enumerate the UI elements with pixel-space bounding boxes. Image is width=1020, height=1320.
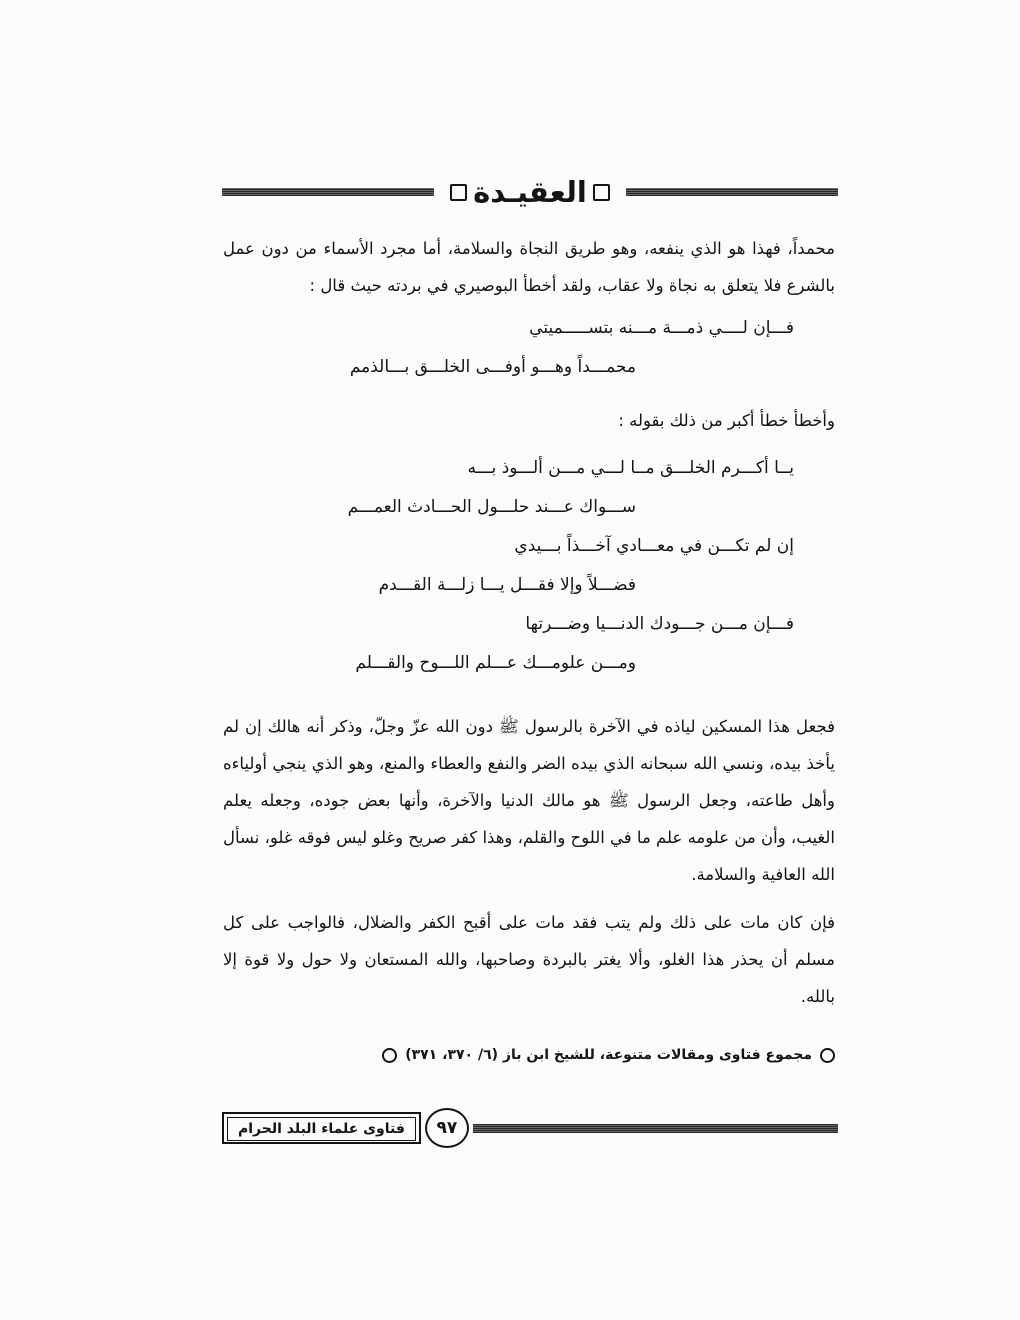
circle-bullet-icon xyxy=(382,1048,397,1063)
footnote xyxy=(215,1047,835,1063)
poem-verse-hemistich: فضـــلاً وإلا فقـــل يـــا زلـــة القـــدم xyxy=(378,575,636,595)
page-header xyxy=(222,172,838,212)
footer-rule xyxy=(473,1124,838,1133)
poem-verse-hemistich: فـــإن مـــن جـــودك الدنـــيا وضـــرتها xyxy=(525,614,794,634)
poem-verse-hemistich: محمـــداً وهـــو أوفـــى الخلـــق بـــالذمم xyxy=(349,357,636,377)
header-rule-right xyxy=(626,188,838,196)
circle-bullet-icon xyxy=(820,1048,835,1063)
book-title-frame xyxy=(222,1112,421,1144)
page-number: ٩٧ xyxy=(425,1108,469,1148)
header-title-group xyxy=(434,175,626,209)
book-title: فتاوى علماء البلد الحرام xyxy=(227,1117,416,1141)
footnote-text: مجموع فتاوى ومقالات متنوعة، للشيخ ابن باز (٦/ ٣٧٠، ٣٧١) xyxy=(405,1047,812,1063)
paragraph xyxy=(223,904,835,1015)
paragraph xyxy=(223,402,835,439)
square-bullet-icon xyxy=(593,184,610,201)
paragraph-text: فإن كان مات على ذلك ولم يتب فقد مات على أقبح الكفر والضلال، فالواجب على كل مسلم أن يحذر هذا الغلو، وألا يغتر بالبردة وصاحبها، والله المستعان ولا حول ولا قوة إلا بالله. xyxy=(223,913,835,1006)
paragraph xyxy=(223,230,835,304)
paragraph xyxy=(223,708,835,893)
header-rule-left xyxy=(222,188,434,196)
poem-verse-hemistich: فـــإن لــــي ذمـــة مـــنه بتســـــميتي xyxy=(529,318,794,338)
paragraph-text: وأخطأ خطأ أكبر من ذلك بقوله : xyxy=(618,411,835,430)
paragraph-text: محمداً، فهذا هو الذي ينفعه، وهو طريق النجاة والسلامة، أما مجرد الأسماء من دون عمل بالشرع فلا يتعلق به نجاة ولا عقاب، ولقد أخطأ البوصيري في بردته حيث قال : xyxy=(223,239,835,295)
square-bullet-icon xyxy=(450,184,467,201)
poem-verse-hemistich: ســـواك عـــند حلـــول الحـــادث العمـــم xyxy=(347,497,636,517)
poem-verse-hemistich: ومـــن علومـــك عـــلم اللـــوح والقـــلم xyxy=(355,653,636,673)
paragraph-text: فجعل هذا المسكين لياذه في الآخرة بالرسول ﷺ دون الله عزّ وجلّ، وذكر أنه هالك إن لم يأخذ بيده، ونسي الله سبحانه الذي بيده الضر والنفع والعطاء والمنع، وهو الذي ينجي أولياءه وأهل طاعته، وجعل الرسول ﷺ هو مالك الدنيا والآخرة، وأنها بعض جوده، وجعله يعلم الغيب، وأن من علومه علم ما في اللوح والقلم، وهذا كفر صريح وغلو ليس فوقه غلو، نسأل الله العافية والسلامة. xyxy=(223,717,835,884)
poem-verse-hemistich: يــا أكـــرم الخلـــق مــا لـــي مـــن ألـــوذ بـــه xyxy=(467,458,794,478)
poem-verse-hemistich: إن لم تكـــن في معـــادي آخـــذاً بـــيدي xyxy=(514,536,794,556)
page-footer xyxy=(222,1106,838,1150)
section-title: العقيـدة xyxy=(473,175,587,209)
